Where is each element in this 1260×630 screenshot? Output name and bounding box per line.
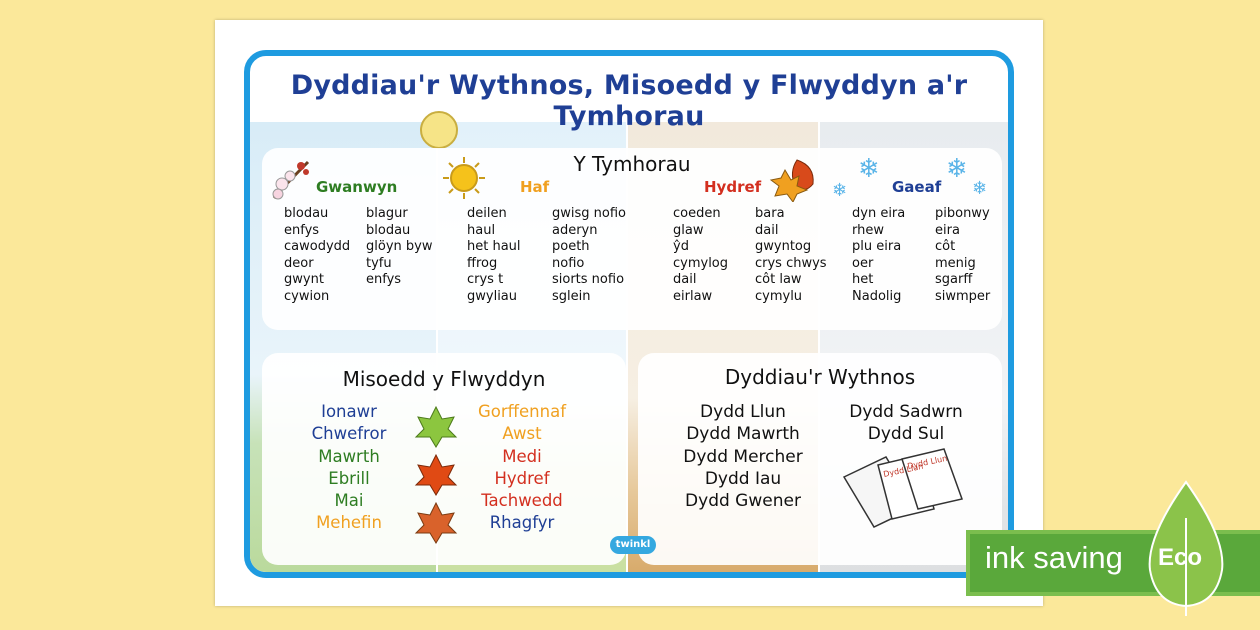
- season-word: siwmper: [935, 288, 991, 304]
- months-left-list: [274, 401, 424, 535]
- winter-words-col1: [852, 206, 905, 305]
- month-name: Mawrth: [318, 446, 380, 466]
- season-word: eira: [935, 222, 960, 238]
- blossom-icon: [268, 154, 314, 202]
- season-word: gwisg nofio: [552, 206, 626, 221]
- month-name: Awst: [502, 424, 542, 444]
- season-word: côt: [935, 239, 956, 254]
- snowflake-icon: ❄: [858, 154, 880, 184]
- season-word: dail: [673, 272, 697, 287]
- season-word: gwyliau: [467, 288, 518, 304]
- month-name: Mai: [334, 491, 364, 511]
- season-word: blodau: [366, 222, 411, 238]
- season-word: deor: [284, 255, 314, 271]
- season-word: enfys: [284, 222, 320, 238]
- spring-words-col1: [284, 206, 350, 305]
- season-word: Nadolig: [852, 288, 902, 304]
- month-name: Hydref: [494, 468, 550, 488]
- month-name: Chwefror: [311, 424, 387, 444]
- seasons-heading: Y Tymhorau: [573, 152, 691, 176]
- season-word: ffrog: [467, 255, 498, 271]
- sun-icon: [442, 156, 486, 200]
- summer-label: Haf: [520, 178, 550, 196]
- winter-words-col2: [935, 206, 990, 305]
- season-word: cymylog: [673, 255, 729, 271]
- season-word: pibonwy: [935, 206, 990, 221]
- green-leaf-icon: [414, 405, 458, 449]
- winter-label: Gaeaf: [892, 178, 942, 196]
- autumn-words-col2: [755, 206, 827, 305]
- seasons-panel: [262, 148, 1002, 330]
- days-left-list: [668, 401, 818, 512]
- twinkl-logo: twinkl: [610, 536, 656, 554]
- months-panel: [262, 353, 626, 565]
- season-word: het: [852, 272, 874, 287]
- month-name: Mehefin: [316, 513, 382, 533]
- days-panel: [638, 353, 1002, 565]
- season-word: rhew: [852, 222, 884, 238]
- season-word: plu eira: [852, 239, 902, 254]
- season-word: eirlaw: [673, 288, 713, 304]
- day-name: Dydd Gwener: [685, 491, 801, 512]
- month-name: Ionawr: [321, 402, 377, 421]
- page-title: Dyddiau'r Wythnos, Misoedd y Flwyddyn a'r Tymhorau: [290, 70, 968, 132]
- season-word: deilen: [467, 206, 507, 221]
- season-word: tyfu: [366, 255, 392, 271]
- season-word: cawodydd: [284, 239, 351, 254]
- red-leaf-icon: [414, 453, 458, 497]
- month-name: Tachwedd: [481, 491, 563, 511]
- calendar-page-text: Dydd Llun: [906, 453, 948, 471]
- day-name: Dydd Iau: [704, 468, 782, 489]
- season-word: côt law: [755, 272, 802, 287]
- season-word: gwynt: [284, 272, 324, 287]
- months-heading: Misoedd y Flwyddyn: [342, 367, 546, 391]
- spring-words-col2: [366, 206, 432, 289]
- season-word: crys t: [467, 272, 504, 287]
- brown-leaf-icon: [414, 501, 458, 545]
- season-word: coeden: [673, 206, 721, 221]
- day-name: Dydd Sadwrn: [849, 402, 963, 422]
- season-word: sglein: [552, 288, 591, 304]
- season-word: bara: [755, 206, 785, 221]
- ink-saving-label: ink saving: [985, 540, 1123, 575]
- season-word: blagur: [366, 206, 408, 221]
- season-word: het haul: [467, 239, 521, 254]
- season-word: glaw: [673, 222, 704, 238]
- autumn-label: Hydref: [704, 178, 762, 196]
- autumn-words-col1: [673, 206, 728, 305]
- season-word: nofio: [552, 255, 585, 271]
- autumn-leaves-icon: [769, 156, 819, 202]
- season-word: dail: [755, 222, 779, 238]
- days-right-list: [831, 401, 981, 446]
- eco-badge-label: Eco: [1158, 544, 1203, 571]
- month-name: Ebrill: [328, 468, 370, 488]
- season-word: crys chwys: [755, 255, 827, 271]
- season-word: oer: [852, 255, 874, 271]
- season-word: siorts nofio: [552, 272, 625, 287]
- day-name: Dydd Sul: [867, 424, 945, 445]
- month-name: Rhagfyr: [489, 513, 555, 533]
- summer-words-col1: [467, 206, 521, 305]
- days-heading: Dyddiau'r Wythnos: [724, 365, 916, 389]
- spring-label: Gwanwyn: [316, 178, 398, 196]
- day-name: Dydd Mercher: [683, 446, 803, 467]
- calendar-pages-icon: [838, 447, 978, 531]
- snowflake-icon: ❄: [972, 178, 988, 199]
- mat-frame: [244, 50, 1014, 578]
- snowflake-icon: ❄: [832, 180, 848, 201]
- snowflake-icon: ❄: [946, 154, 968, 184]
- month-name: Gorffennaf: [477, 402, 567, 421]
- season-word: sgarff: [935, 272, 973, 287]
- season-word: poeth: [552, 239, 590, 254]
- season-word: blodau: [284, 206, 329, 221]
- season-word: menig: [935, 255, 976, 271]
- season-word: enfys: [366, 272, 402, 287]
- season-word: cywion: [284, 288, 330, 304]
- season-word: haul: [467, 222, 496, 238]
- season-word: dyn eira: [852, 206, 906, 221]
- calendar-page-text: Dydd Llun: [882, 461, 924, 479]
- season-word: gwyntog: [755, 239, 812, 254]
- day-name: Dydd Llun: [700, 402, 786, 422]
- month-name: Medi: [502, 446, 542, 466]
- months-right-list: [447, 401, 597, 535]
- day-name: Dydd Mawrth: [686, 424, 800, 445]
- season-word: glöyn byw: [366, 239, 433, 254]
- summer-words-col2: [552, 206, 626, 305]
- season-word: ŷd: [673, 239, 689, 254]
- season-word: aderyn: [552, 222, 598, 238]
- season-word: cymylu: [755, 288, 803, 304]
